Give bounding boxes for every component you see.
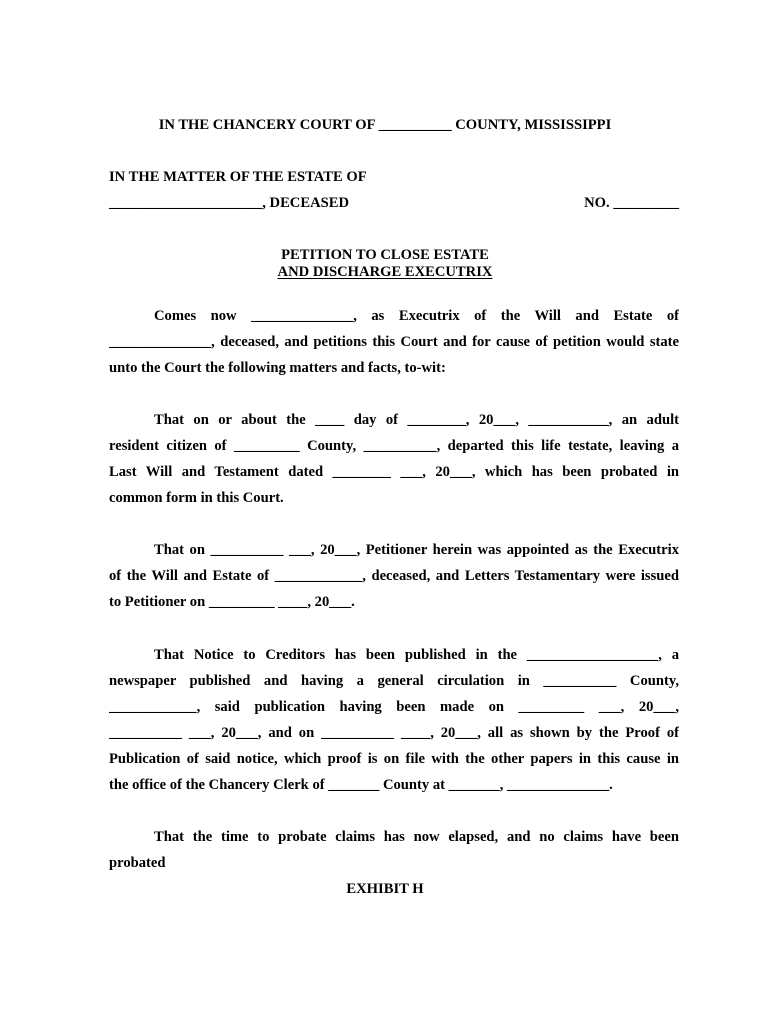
paragraph-1-line-2: ______________, deceased, and petitions this Court and for cause of petition would state (109, 334, 679, 350)
paragraph-4-line-1: That Notice to Creditors has been published in the __________________, a (154, 647, 679, 663)
paragraph-2-line-2: resident citizen of _________ County, __________, departed this life testate, leaving a (109, 438, 679, 454)
petition-title-line2-text: AND DISCHARGE EXECUTRIX (277, 264, 493, 280)
paragraph-1-line-1: Comes now ______________, as Executrix of the Will and Estate of (154, 308, 679, 324)
paragraph-3-line-3: to Petitioner on _________ ____, 20___. (109, 594, 355, 610)
exhibit-label: EXHIBIT H (346, 881, 424, 897)
paragraph-2-line-1: That on or about the ____ day of ________, 20___, ___________, an adult (154, 412, 679, 428)
estate-matter-line: IN THE MATTER OF THE ESTATE OF (109, 169, 367, 185)
case-number: NO. _________ (584, 195, 679, 211)
paragraph-2-line-3: Last Will and Testament dated ________ ___, 20___, which has been probated in (109, 464, 679, 480)
paragraph-5-line-1: That the time to probate claims has now elapsed, and no claims have been (154, 829, 679, 845)
court-caption: IN THE CHANCERY COURT OF __________ COUNTY, MISSISSIPPI (158, 117, 612, 133)
paragraph-4-line-5: Publication of said notice, which proof is on file with the other papers in this cause in (109, 751, 679, 767)
paragraph-1-line-3: unto the Court the following matters and facts, to-wit: (109, 360, 446, 376)
paragraph-4-line-3: ____________, said publication having been made on _________ ___, 20___, (109, 699, 679, 715)
paragraph-4-line-6: the office of the Chancery Clerk of _______ County at _______, ______________. (109, 777, 613, 793)
paragraph-3-line-1: That on __________ ___, 20___, Petitioner herein was appointed as the Executrix (154, 542, 679, 558)
paragraph-4-line-2: newspaper published and having a general circulation in __________ County, (109, 673, 679, 689)
paragraph-2-line-4: common form in this Court. (109, 490, 284, 506)
deceased-line: _____________________, DECEASED (109, 195, 350, 211)
paragraph-4-line-4: __________ ___, 20___, and on __________ ____, 20___, all as shown by the Proof of (109, 725, 679, 741)
petition-title-line2 (0, 263, 770, 281)
paragraph-5-line-2: probated (109, 855, 166, 871)
paragraph-3-line-2: of the Will and Estate of ____________, deceased, and Letters Testamentary were issued (109, 568, 679, 584)
petition-title-line1: PETITION TO CLOSE ESTATE (281, 247, 489, 263)
